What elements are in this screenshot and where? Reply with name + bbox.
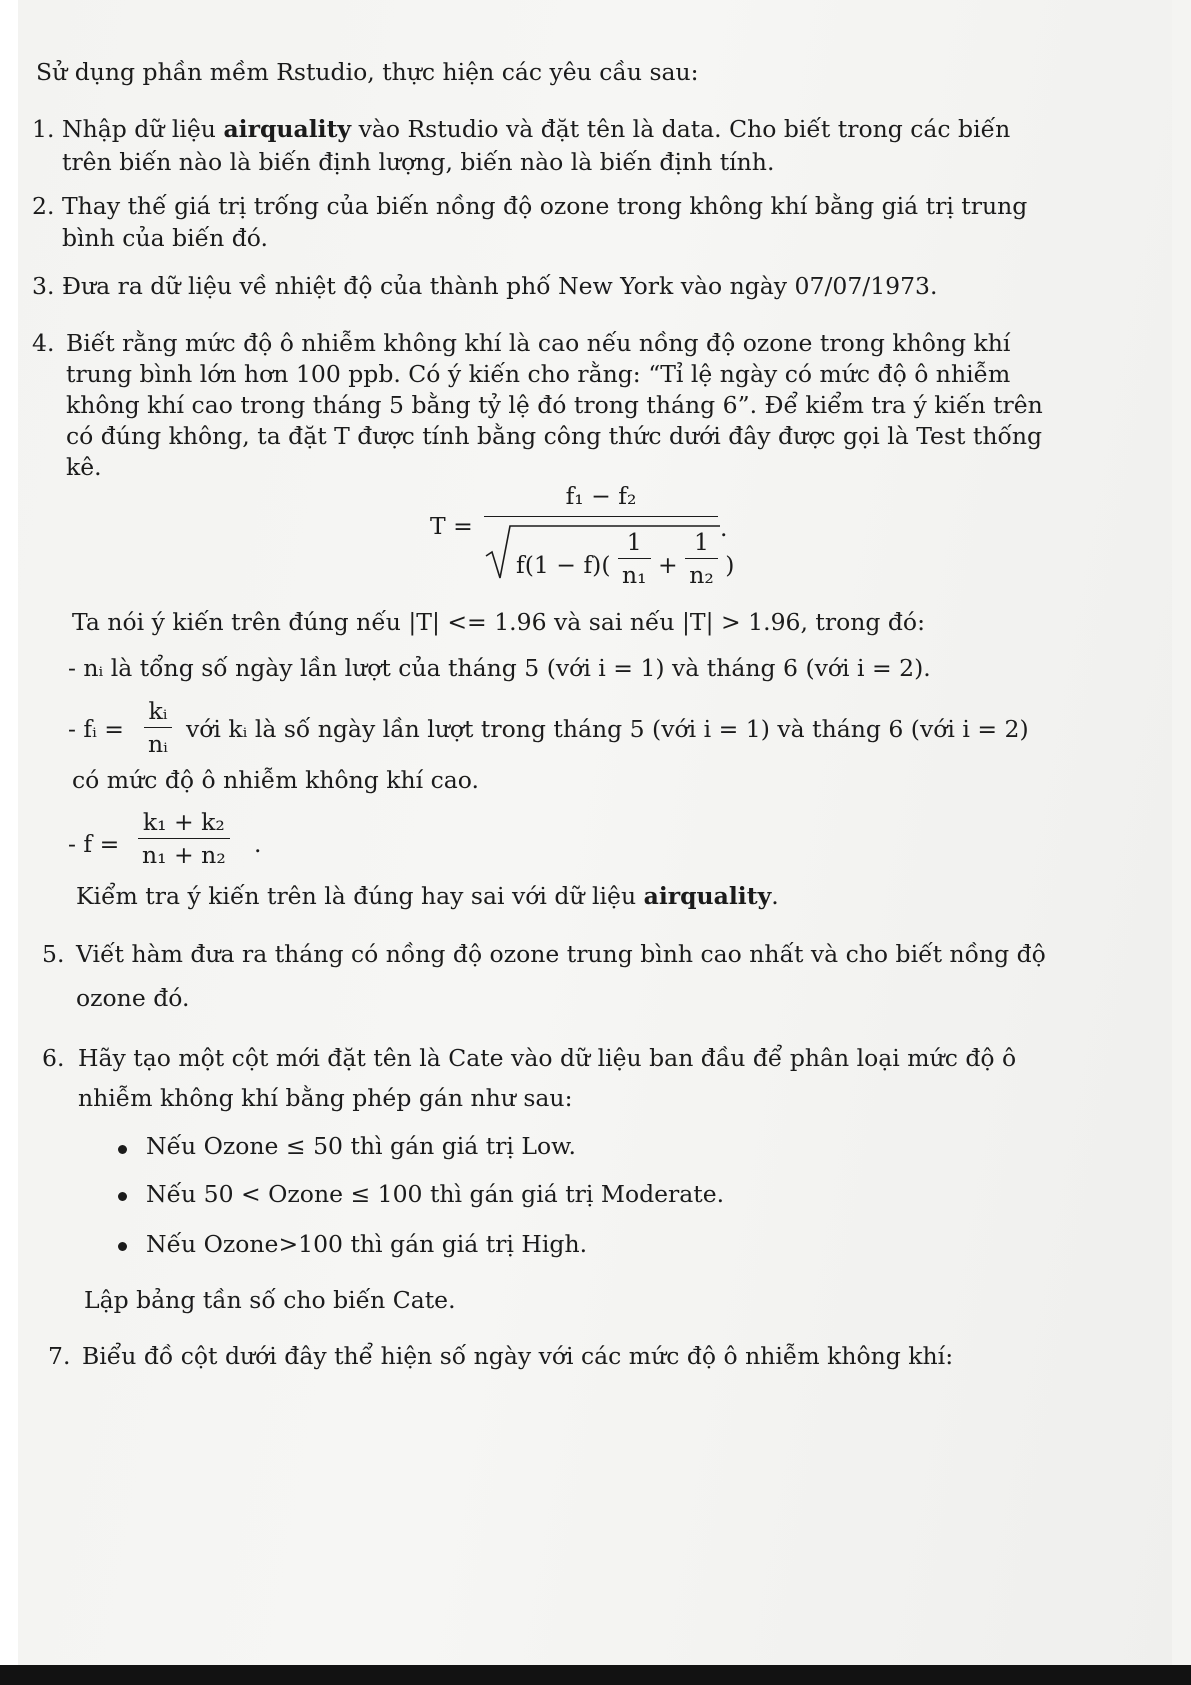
question-4-line-3: không khí cao trong tháng 5 bằng tỷ lệ đó trong tháng 6”. Để kiểm tra ý kiến trên — [66, 391, 1043, 419]
question-6-line-2: nhiễm không khí bằng phép gán như sau: — [78, 1084, 573, 1112]
definition-f: - f = $\frac{\text{k₁ + k₂}}{\text{n₁ + n₂}}$ . — [68, 808, 262, 869]
question-number: 6. — [42, 1044, 65, 1072]
frequency-table-instruction: Lập bảng tần số cho biến Cate. — [84, 1286, 456, 1314]
bullet-dot — [118, 1192, 127, 1201]
bullet-item-low: Nếu Ozone ≤ 50 thì gán giá trị Low. — [146, 1132, 576, 1160]
formula-denominator: f(1 − f)( $\frac{1}{\text{n₁}}$ + $\frac{1}{\text{n₂}}$ ) — [516, 528, 735, 589]
right-page-edge — [1172, 0, 1191, 1685]
bullet-item-moderate: Nếu 50 < Ozone ≤ 100 thì gán giá trị Moderate. — [146, 1180, 725, 1208]
question-number: 4. — [32, 329, 55, 357]
question-4-line-1: Biết rằng mức độ ô nhiễm không khí là cao nếu nồng độ ozone trong không khí — [66, 329, 1011, 357]
pooled-proportion-fraction: $\frac{\text{k₁ + k₂}}{\text{n₁ + n₂}}$ — [138, 808, 230, 869]
ki-over-ni: $\frac{\text{kᵢ}}{\text{nᵢ}}$ — [144, 697, 172, 758]
question-4-line-5: kê. — [66, 453, 102, 481]
question-number: 2. — [32, 192, 55, 220]
dataset-name: airquality — [223, 115, 352, 143]
question-5-line-2: ozone đó. — [76, 984, 190, 1012]
question-6-line-1: Hãy tạo một cột mới đặt tên là Cate vào dữ liệu ban đầu để phân loại mức độ ô — [78, 1044, 1017, 1072]
definition-fi-line-2: có mức độ ô nhiễm không khí cao. — [72, 766, 480, 794]
question-5-line-1: Viết hàm đưa ra tháng có nồng độ ozone trung bình cao nhất và cho biết nồng độ — [76, 940, 1046, 968]
formula-lhs: T = — [430, 512, 473, 540]
question-number: 7. — [48, 1342, 71, 1370]
question-4-line-4: có đúng không, ta đặt T được tính bằng công thức dưới đây được gọi là Test thống — [66, 422, 1043, 450]
bullet-item-high: Nếu Ozone>100 thì gán giá trị High. — [146, 1230, 588, 1258]
question-1-line-1: Nhập dữ liệu airquality vào Rstudio và đặt tên là data. Cho biết trong các biến — [62, 115, 1011, 143]
formula-numerator: f₁ − f₂ — [565, 482, 637, 510]
question-number: 5. — [42, 940, 65, 968]
question-3-line-1: Đưa ra dữ liệu về nhiệt độ của thành phố New York vào ngày 07/07/1973. — [62, 272, 938, 300]
question-4-line-2: trung bình lớn hơn 100 ppb. Có ý kiến cho rằng: “Tỉ lệ ngày có mức độ ô nhiễm — [66, 360, 1011, 388]
question-2-line-2: bình của biến đó. — [62, 224, 268, 252]
formula-fraction-bar — [484, 516, 718, 517]
one-over-n1: $\frac{1}{\text{n₁}}$ — [618, 528, 651, 589]
bottom-shadow-strip — [0, 1665, 1191, 1685]
bullet-dot — [118, 1145, 127, 1154]
one-over-n2: $\frac{1}{\text{n₂}}$ — [685, 528, 718, 589]
definition-n: - nᵢ là tổng số ngày lần lượt của tháng 5 (với i = 1) và tháng 6 (với i = 2). — [68, 654, 931, 682]
question-2-line-1: Thay thế giá trị trống của biến nồng độ ozone trong không khí bằng giá trị trung — [62, 192, 1028, 220]
question-1-line-2: trên biến nào là biến định lượng, biến nào là biến định tính. — [62, 148, 775, 176]
check-instruction: Kiểm tra ý kiến trên là đúng hay sai với dữ liệu airquality. — [76, 882, 779, 910]
bullet-list — [118, 1126, 1018, 1276]
question-7-line-1: Biểu đồ cột dưới đây thể hiện số ngày với các mức độ ô nhiễm không khí: — [82, 1342, 954, 1370]
t-statistic-formula: T = f₁ − f₂ f(1 − f)( $\frac{1}{\text{n₁}}$ + $\frac{1}{\text{n₂}}$ ) . — [430, 482, 735, 589]
dataset-name: airquality — [643, 882, 772, 910]
definition-fi: - fᵢ = $\frac{\text{kᵢ}}{\text{nᵢ}}$ với kᵢ là số ngày lần lượt trong tháng 5 (với i = 1) và tháng 6 (với i = 2) — [68, 697, 1029, 758]
document-page — [18, 0, 1172, 1685]
left-page-edge — [0, 0, 18, 1685]
bullet-dot — [118, 1242, 127, 1251]
intro-text: Sử dụng phần mềm Rstudio, thực hiện các yêu cầu sau: — [36, 58, 699, 86]
decision-rule: Ta nói ý kiến trên đúng nếu |T| <= 1.96 và sai nếu |T| > 1.96, trong đó: — [72, 608, 925, 636]
question-number: 1. — [32, 115, 55, 143]
question-number: 3. — [32, 272, 55, 300]
